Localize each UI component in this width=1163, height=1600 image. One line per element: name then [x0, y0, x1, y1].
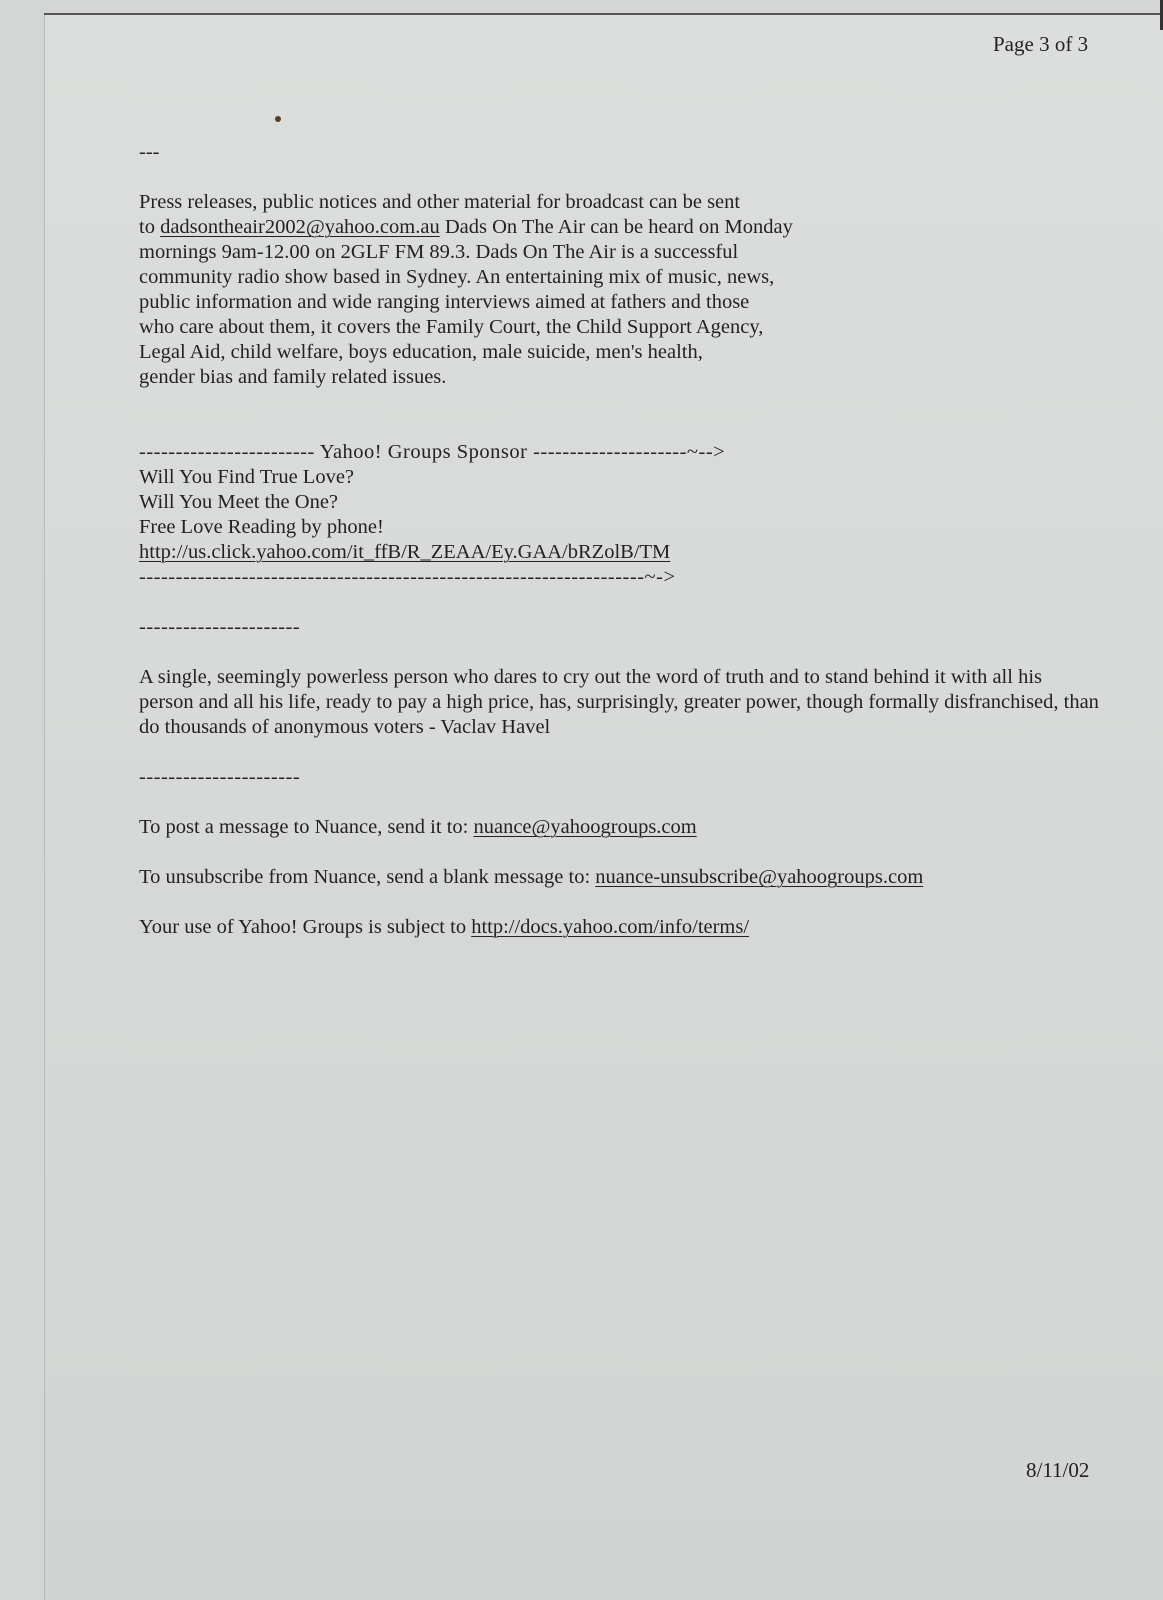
terms-notice: Your use of Yahoo! Groups is subject to http://docs.yahoo.com/info/terms/	[139, 916, 750, 938]
sponsor-header: ------------------------ Yahoo! Groups Sponsor ---------------------~-->	[139, 441, 726, 463]
unsubscribe-email-link[interactable]: nuance-unsubscribe@yahoogroups.com	[595, 866, 924, 888]
divider: ----------------------	[139, 616, 301, 638]
top-separator: ---	[139, 141, 160, 163]
ink-speck	[275, 116, 281, 122]
sponsor-line: Free Love Reading by phone!	[139, 516, 384, 538]
divider: ----------------------	[139, 766, 301, 788]
sponsor-block	[139, 440, 1099, 590]
dads-email-link[interactable]: dadsontheair2002@yahoo.com.au	[160, 216, 440, 238]
press-line: to dadsontheair2002@yahoo.com.au Dads On The Air can be heard on Monday	[139, 216, 793, 238]
press-line: Legal Aid, child welfare, boys education, male suicide, men's health,	[139, 341, 703, 363]
sponsor-footer: ---------------------------------------------------------------------~->	[139, 566, 676, 588]
sponsor-line: Will You Meet the One?	[139, 491, 339, 513]
email-body	[139, 140, 1099, 940]
top-edge-line	[44, 13, 1163, 15]
press-paragraph	[139, 190, 1099, 390]
sponsor-line: Will You Find True Love?	[139, 466, 355, 488]
press-line: who care about them, it covers the Family Court, the Child Support Agency,	[139, 316, 764, 338]
press-line: gender bias and family related issues.	[139, 366, 447, 388]
havel-quote: A single, seemingly powerless person who dares to cry out the word of truth and to stand behind it with all his person and all his life, ready to pay a high price, has, surprisingly, greater power, though formally disfranchised, than do thousands of anonymous voters - Vaclav Havel	[139, 666, 1099, 738]
print-date: 8/11/02	[1026, 1458, 1090, 1482]
unsubscribe-instruction: To unsubscribe from Nuance, send a blank message to: nuance-unsubscribe@yahoogroups.com	[139, 866, 924, 888]
press-line: Press releases, public notices and other material for broadcast can be sent	[139, 191, 741, 213]
page-number: Page 3 of 3	[993, 32, 1089, 56]
press-line: community radio show based in Sydney. An entertaining mix of music, news,	[139, 266, 775, 288]
post-instruction: To post a message to Nuance, send it to: nuance@yahoogroups.com	[139, 816, 697, 838]
press-line: public information and wide ranging interviews aimed at fathers and those	[139, 291, 750, 313]
post-email-link[interactable]: nuance@yahoogroups.com	[473, 816, 697, 838]
sponsor-link[interactable]: http://us.click.yahoo.com/it_ffB/R_ZEAA/Ey.GAA/bRZolB/TM	[139, 541, 671, 563]
terms-link[interactable]: http://docs.yahoo.com/info/terms/	[471, 916, 750, 938]
press-line: mornings 9am-12.00 on 2GLF FM 89.3. Dads On The Air is a successful	[139, 241, 739, 263]
